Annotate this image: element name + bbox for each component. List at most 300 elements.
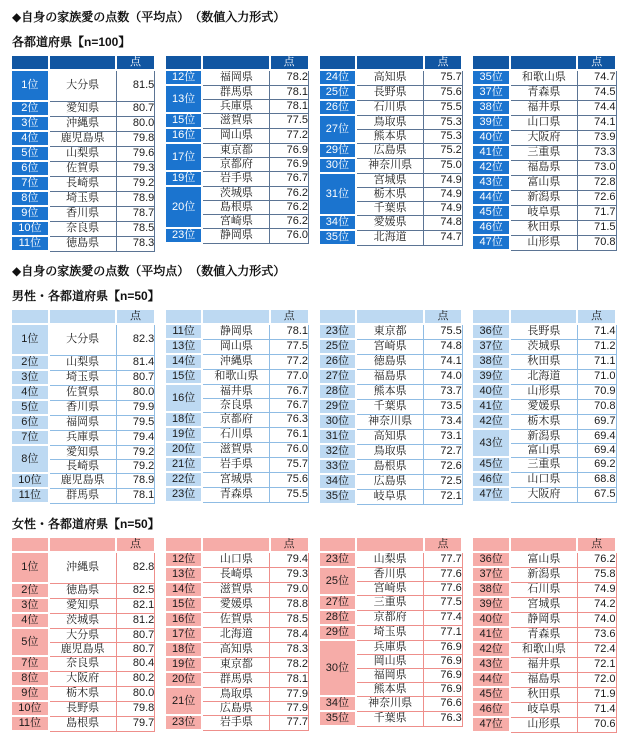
rank-cell: 20位	[165, 442, 203, 457]
prefecture-cell: 神奈川県	[356, 158, 423, 173]
table-row	[165, 657, 309, 672]
prefecture-cell: 富山県	[510, 552, 577, 567]
rank-cell: 43位	[472, 657, 510, 672]
score-cell: 74.2	[577, 597, 616, 612]
table-row	[11, 686, 155, 701]
ranking-table	[471, 536, 617, 733]
prefecture-cell: 沖縄県	[202, 354, 269, 369]
score-cell: 72.5	[424, 474, 463, 489]
header-rank-spacer	[11, 309, 49, 324]
rank-cell: 6位	[11, 415, 49, 430]
score-cell: 75.3	[424, 129, 463, 143]
table-row	[11, 206, 155, 221]
rank-cell: 27位	[319, 115, 357, 143]
section-subtitle: 各都道府県【n=100】	[12, 35, 131, 49]
table-row	[319, 625, 463, 640]
prefecture-cell: 愛媛県	[356, 215, 423, 230]
rank-cell: 22位	[165, 472, 203, 487]
score-cell: 81.5	[116, 70, 155, 101]
rank-cell: 14位	[165, 354, 203, 369]
score-header-cell: 点	[116, 55, 155, 70]
score-header-cell: 点	[424, 309, 463, 324]
header-row	[472, 55, 616, 70]
score-cell: 71.5	[577, 220, 616, 235]
prefecture-cell: 静岡県	[202, 324, 269, 339]
rank-cell: 7位	[11, 430, 49, 445]
table-row	[165, 472, 309, 487]
table-row	[472, 145, 616, 160]
table-row	[472, 130, 616, 145]
prefecture-cell: 大分県	[49, 70, 116, 101]
score-header-cell: 点	[577, 55, 616, 70]
score-cell: 74.4	[577, 100, 616, 115]
prefecture-cell: 三重県	[510, 457, 577, 472]
prefecture-cell: 熊本県	[356, 129, 423, 143]
prefecture-cell: 兵庫県	[202, 99, 269, 113]
score-cell: 75.5	[424, 100, 463, 115]
header-pref-spacer	[49, 55, 116, 70]
table-row	[11, 473, 155, 488]
score-cell: 74.0	[424, 369, 463, 384]
score-cell: 70.8	[577, 235, 616, 250]
prefecture-cell: 青森県	[510, 627, 577, 642]
table-row	[319, 474, 463, 489]
prefecture-cell: 宮崎県	[356, 339, 423, 354]
table-row	[319, 354, 463, 369]
score-cell: 78.1	[116, 488, 155, 503]
header-row	[11, 537, 155, 552]
ranking-table	[471, 54, 617, 251]
score-cell: 79.8	[116, 701, 155, 716]
rank-cell: 19位	[165, 427, 203, 442]
table-row	[319, 567, 463, 581]
prefecture-cell: 徳島県	[49, 236, 116, 251]
table-row	[165, 672, 309, 687]
table-row	[11, 430, 155, 445]
table-row	[319, 324, 463, 339]
header-pref-spacer	[356, 537, 423, 552]
prefecture-cell: 京都府	[202, 157, 269, 171]
table-row	[319, 158, 463, 173]
table-row	[11, 355, 155, 370]
table-row	[472, 567, 616, 582]
table-row	[11, 445, 155, 459]
score-cell: 73.5	[424, 399, 463, 414]
header-pref-spacer	[510, 537, 577, 552]
table-row	[319, 414, 463, 429]
table-row	[11, 613, 155, 628]
prefecture-cell: 岐阜県	[510, 205, 577, 220]
prefecture-cell: 福島県	[510, 160, 577, 175]
score-cell: 74.9	[577, 582, 616, 597]
rank-cell: 21位	[165, 457, 203, 472]
table-row	[165, 384, 309, 398]
prefecture-cell: 佐賀県	[202, 612, 269, 627]
prefecture-cell: 福井県	[510, 100, 577, 115]
score-cell: 72.1	[424, 489, 463, 504]
prefecture-cell: 和歌山県	[202, 369, 269, 384]
table-row	[319, 459, 463, 474]
prefecture-cell: 秋田県	[510, 220, 577, 235]
score-cell: 71.1	[577, 354, 616, 369]
score-cell: 75.2	[424, 143, 463, 158]
table-row	[11, 671, 155, 686]
prefecture-cell: 兵庫県	[49, 430, 116, 445]
table-row	[11, 552, 155, 583]
score-cell: 77.2	[270, 354, 309, 369]
prefecture-cell: 石川県	[356, 100, 423, 115]
table-row	[472, 235, 616, 250]
table-row	[472, 414, 616, 429]
score-cell: 76.3	[424, 711, 463, 726]
prefecture-cell: 高知県	[356, 70, 423, 85]
score-cell: 74.7	[424, 230, 463, 245]
table-row	[319, 429, 463, 444]
score-cell: 74.0	[577, 612, 616, 627]
table-row	[472, 220, 616, 235]
table-row	[165, 186, 309, 200]
score-cell: 76.0	[270, 228, 309, 243]
rank-cell: 8位	[11, 191, 49, 206]
score-cell: 71.7	[577, 205, 616, 220]
rank-cell: 10位	[11, 221, 49, 236]
prefecture-cell: 静岡県	[510, 612, 577, 627]
table-row	[165, 228, 309, 243]
table-row	[165, 612, 309, 627]
score-header-cell: 点	[577, 309, 616, 324]
prefecture-cell: 島根県	[356, 459, 423, 474]
rank-cell: 43位	[472, 429, 510, 457]
score-cell: 70.8	[577, 399, 616, 414]
table-row	[472, 384, 616, 399]
rank-cell: 16位	[165, 612, 203, 627]
score-cell: 77.2	[270, 128, 309, 143]
prefecture-cell: 奈良県	[202, 398, 269, 412]
prefecture-cell: 滋賀県	[202, 113, 269, 128]
header-row	[11, 55, 155, 70]
rank-cell: 35位	[319, 711, 357, 726]
rank-cell: 5位	[11, 146, 49, 161]
rank-cell: 47位	[472, 487, 510, 502]
prefecture-cell: 富山県	[510, 443, 577, 457]
rank-cell: 5位	[11, 628, 49, 656]
ranking-table	[10, 536, 156, 732]
prefecture-cell: 山形県	[510, 717, 577, 732]
score-cell: 78.9	[116, 191, 155, 206]
score-cell: 81.4	[116, 355, 155, 370]
section-heading: ◆自身の家族愛の点数（平均点） （数値入力形式）	[12, 264, 286, 278]
rank-cell: 3位	[11, 116, 49, 131]
ranking-groups	[10, 308, 617, 505]
prefecture-cell: 長野県	[510, 324, 577, 339]
table-row	[11, 101, 155, 116]
ranking-report	[10, 8, 617, 733]
section-subtitle: 女性・各都道府県【n=50】	[12, 517, 160, 531]
rank-cell: 2位	[11, 355, 49, 370]
score-cell: 72.4	[577, 642, 616, 657]
prefecture-cell: 千葉県	[356, 711, 423, 726]
rank-cell: 39位	[472, 369, 510, 384]
prefecture-cell: 香川県	[49, 400, 116, 415]
table-row	[165, 369, 309, 384]
prefecture-cell: 鹿児島県	[49, 473, 116, 488]
rank-cell: 3位	[11, 370, 49, 385]
prefecture-cell: 新潟県	[510, 567, 577, 582]
table-row	[319, 399, 463, 414]
prefecture-cell: 宮崎県	[356, 581, 423, 595]
score-cell: 73.9	[577, 130, 616, 145]
prefecture-cell: 山形県	[510, 384, 577, 399]
rank-cell: 39位	[472, 597, 510, 612]
rank-cell: 4位	[11, 385, 49, 400]
table-row	[165, 324, 309, 339]
rank-cell: 25位	[319, 85, 357, 100]
table-row	[472, 582, 616, 597]
table-row	[472, 429, 616, 443]
table-row	[11, 116, 155, 131]
score-cell: 82.3	[116, 324, 155, 355]
score-cell: 82.5	[116, 583, 155, 598]
prefecture-cell: 滋賀県	[202, 582, 269, 597]
score-cell: 78.8	[270, 597, 309, 612]
prefecture-cell: 神奈川県	[356, 696, 423, 711]
score-cell: 78.1	[270, 85, 309, 99]
score-cell: 75.7	[270, 457, 309, 472]
header-rank-spacer	[165, 309, 203, 324]
prefecture-cell: 愛知県	[49, 445, 116, 459]
rank-cell: 1位	[11, 70, 49, 101]
score-cell: 79.4	[116, 430, 155, 445]
ranking-table	[10, 54, 156, 252]
rank-cell: 38位	[472, 582, 510, 597]
rank-cell: 34位	[319, 215, 357, 230]
table-row	[472, 190, 616, 205]
table-row	[165, 85, 309, 99]
table-row	[11, 131, 155, 146]
ranking-table	[164, 308, 310, 503]
rank-cell: 36位	[472, 324, 510, 339]
score-cell: 74.7	[577, 70, 616, 85]
prefecture-cell: 山梨県	[49, 355, 116, 370]
rank-cell: 11位	[11, 716, 49, 731]
prefecture-cell: 三重県	[356, 595, 423, 610]
header-pref-spacer	[202, 309, 269, 324]
table-row	[319, 444, 463, 459]
prefecture-cell: 長野県	[49, 701, 116, 716]
rank-cell: 38位	[472, 354, 510, 369]
rank-cell: 40位	[472, 612, 510, 627]
rank-cell: 26位	[319, 354, 357, 369]
rank-cell: 41位	[472, 399, 510, 414]
rank-cell: 37位	[472, 567, 510, 582]
prefecture-cell: 北海道	[356, 230, 423, 245]
score-cell: 75.3	[424, 115, 463, 129]
rank-cell: 37位	[472, 339, 510, 354]
score-cell: 78.2	[270, 657, 309, 672]
prefecture-cell: 宮城県	[202, 472, 269, 487]
ranking-table	[164, 536, 310, 731]
score-cell: 79.6	[116, 146, 155, 161]
table-row	[472, 70, 616, 85]
prefecture-cell: 富山県	[510, 175, 577, 190]
rank-cell: 45位	[472, 205, 510, 220]
table-row	[472, 175, 616, 190]
table-row	[165, 128, 309, 143]
prefecture-cell: 広島県	[356, 143, 423, 158]
rank-cell: 32位	[319, 444, 357, 459]
table-row	[472, 472, 616, 487]
score-cell: 79.2	[116, 459, 155, 473]
rank-cell: 35位	[319, 230, 357, 245]
prefecture-cell: 静岡県	[202, 228, 269, 243]
score-cell: 78.3	[116, 236, 155, 251]
header-pref-spacer	[356, 309, 423, 324]
score-cell: 71.0	[577, 369, 616, 384]
table-row	[11, 221, 155, 236]
rank-cell: 16位	[165, 128, 203, 143]
rank-cell: 23位	[319, 552, 357, 567]
prefecture-cell: 沖縄県	[49, 116, 116, 131]
table-row	[319, 173, 463, 187]
rank-cell: 27位	[319, 595, 357, 610]
prefecture-cell: 福島県	[356, 369, 423, 384]
table-row	[472, 612, 616, 627]
prefecture-cell: 北海道	[510, 369, 577, 384]
rank-cell: 46位	[472, 220, 510, 235]
score-cell: 77.7	[424, 552, 463, 567]
rank-cell: 2位	[11, 101, 49, 116]
score-header-cell: 点	[577, 537, 616, 552]
rank-cell: 35位	[319, 489, 357, 504]
ranking-table	[318, 54, 464, 246]
prefecture-cell: 秋田県	[510, 687, 577, 702]
table-row	[11, 324, 155, 355]
rank-cell: 8位	[11, 445, 49, 473]
score-cell: 76.9	[424, 654, 463, 668]
header-rank-spacer	[472, 537, 510, 552]
rank-cell: 25位	[319, 567, 357, 595]
rank-cell: 10位	[11, 473, 49, 488]
table-row	[11, 191, 155, 206]
ranking-table	[164, 54, 310, 244]
prefecture-cell: 北海道	[202, 627, 269, 642]
prefecture-cell: 埼玉県	[356, 625, 423, 640]
score-cell: 76.2	[270, 186, 309, 200]
rank-cell: 46位	[472, 472, 510, 487]
prefecture-cell: 佐賀県	[49, 385, 116, 400]
ranking-groups	[10, 54, 617, 252]
score-cell: 72.0	[577, 672, 616, 687]
section-heading: ◆自身の家族愛の点数（平均点） （数値入力形式）	[12, 10, 286, 24]
table-row	[165, 457, 309, 472]
prefecture-cell: 山梨県	[356, 552, 423, 567]
table-row	[319, 70, 463, 85]
rank-cell: 11位	[165, 324, 203, 339]
table-row	[165, 715, 309, 730]
rank-cell: 29位	[319, 625, 357, 640]
prefecture-cell: 沖縄県	[49, 552, 116, 583]
table-row	[472, 642, 616, 657]
prefecture-cell: 香川県	[356, 567, 423, 581]
section-male	[10, 262, 617, 505]
score-cell: 75.0	[424, 158, 463, 173]
table-row	[472, 115, 616, 130]
score-cell: 80.4	[116, 656, 155, 671]
rank-cell: 13位	[165, 85, 203, 113]
rank-cell: 33位	[319, 459, 357, 474]
rank-cell: 18位	[165, 412, 203, 427]
rank-cell: 13位	[165, 339, 203, 354]
prefecture-cell: 栃木県	[510, 414, 577, 429]
score-cell: 77.6	[424, 581, 463, 595]
rank-cell: 7位	[11, 176, 49, 191]
table-row	[11, 701, 155, 716]
table-row	[165, 339, 309, 354]
rank-cell: 12位	[165, 70, 203, 85]
prefecture-cell: 滋賀県	[202, 442, 269, 457]
prefecture-cell: 島根県	[49, 716, 116, 731]
prefecture-cell: 岩手県	[202, 171, 269, 186]
rank-cell: 31位	[319, 173, 357, 215]
rank-cell: 39位	[472, 115, 510, 130]
score-cell: 76.2	[577, 552, 616, 567]
score-cell: 77.5	[270, 113, 309, 128]
table-row	[472, 205, 616, 220]
score-cell: 78.2	[270, 70, 309, 85]
ranking-table	[318, 536, 464, 727]
header-rank-spacer	[472, 309, 510, 324]
header-pref-spacer	[202, 537, 269, 552]
header-row	[319, 309, 463, 324]
prefecture-cell: 鳥取県	[202, 687, 269, 701]
prefecture-cell: 東京都	[202, 657, 269, 672]
score-cell: 74.8	[424, 215, 463, 230]
rank-cell: 44位	[472, 672, 510, 687]
score-cell: 81.2	[116, 613, 155, 628]
table-row	[472, 672, 616, 687]
prefecture-cell: 奈良県	[49, 656, 116, 671]
table-row	[165, 442, 309, 457]
rank-cell: 23位	[165, 228, 203, 243]
section-subtitle: 男性・各都道府県【n=50】	[12, 289, 160, 303]
table-row	[165, 427, 309, 442]
rank-cell: 43位	[472, 175, 510, 190]
rank-cell: 12位	[165, 552, 203, 567]
table-row	[472, 100, 616, 115]
header-row	[319, 55, 463, 70]
prefecture-cell: 宮崎県	[202, 214, 269, 228]
score-cell: 78.7	[116, 206, 155, 221]
score-cell: 76.7	[270, 171, 309, 186]
score-cell: 76.9	[424, 668, 463, 682]
score-cell: 73.3	[577, 145, 616, 160]
score-cell: 78.1	[270, 672, 309, 687]
table-row	[11, 161, 155, 176]
score-cell: 79.4	[270, 552, 309, 567]
rank-cell: 17位	[165, 143, 203, 171]
rank-cell: 4位	[11, 613, 49, 628]
prefecture-cell: 東京都	[356, 324, 423, 339]
score-header-cell: 点	[270, 55, 309, 70]
prefecture-cell: 岡山県	[202, 128, 269, 143]
rank-cell: 26位	[319, 100, 357, 115]
score-cell: 75.8	[577, 567, 616, 582]
header-row	[11, 309, 155, 324]
section-female	[10, 515, 617, 733]
table-row	[319, 100, 463, 115]
table-row	[165, 487, 309, 502]
score-cell: 78.5	[116, 221, 155, 236]
